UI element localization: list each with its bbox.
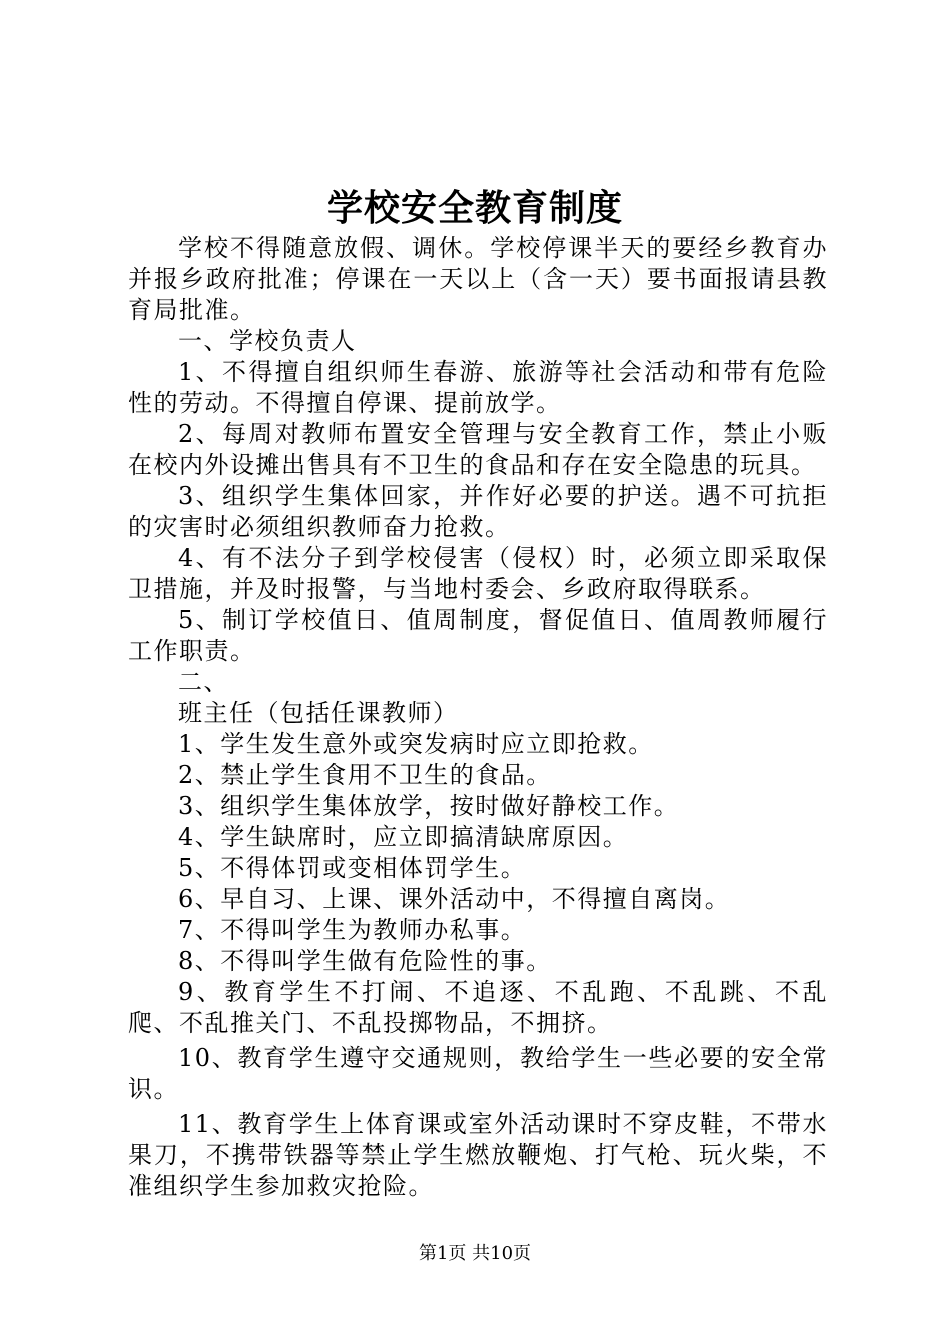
- list-item: 2、每周对教师布置安全管理与安全教育工作，禁止小贩在校内外设摊出售具有不卫生的食品和存在安全隐患的玩具。: [128, 420, 828, 479]
- list-item: 10、教育学生遵守交通规则，教给学生一些必要的安全常识。: [128, 1044, 828, 1103]
- list-item: 4、学生缺席时，应立即搞清缺席原因。: [178, 823, 629, 851]
- list-item: 9、教育学生不打闹、不追逐、不乱跑、不乱跳、不乱爬、不乱推关门、不乱投掷物品，不拥挤。: [128, 978, 828, 1037]
- list-item: 5、不得体罚或变相体罚学生。: [178, 854, 527, 882]
- section-heading-principal: 一、学校负责人: [178, 327, 357, 355]
- list-item: 5、制订学校值日、值周制度，督促值日、值周教师履行工作职责。: [128, 606, 828, 665]
- page-title: 学校安全教育制度: [326, 187, 623, 229]
- page-footer: 第1页 共10页: [418, 1243, 532, 1264]
- list-item: 6、早自习、上课、课外活动中，不得擅自离岗。: [178, 885, 731, 913]
- section-heading-teacher: 班主任（包括任课教师）: [178, 699, 459, 727]
- list-item: 4、有不法分子到学校侵害（侵权）时，必须立即采取保卫措施，并及时报警，与当地村委会、乡政府取得联系。: [128, 544, 828, 603]
- list-item: 1、不得擅自组织师生春游、旅游等社会活动和带有危险性的劳动。不得擅自停课、提前放学。: [128, 358, 828, 417]
- list-item: 8、不得叫学生做有危险性的事。: [178, 947, 552, 975]
- document-body: [128, 233, 828, 1202]
- section-number: 二、: [178, 668, 229, 696]
- list-item: 7、不得叫学生为教师办私事。: [178, 916, 527, 944]
- list-item: 11、教育学生上体育课或室外活动课时不穿皮鞋，不带水果刀，不携带铁器等禁止学生燃放鞭炮、打气枪、玩火柴，不准组织学生参加救灾抢险。: [128, 1110, 828, 1200]
- list-item: 2、禁止学生食用不卫生的食品。: [178, 761, 552, 789]
- list-item: 3、组织学生集体放学，按时做好静校工作。: [178, 792, 680, 820]
- list-item: 3、组织学生集体回家，并作好必要的护送。遇不可抗拒的灾害时必须组织教师奋力抢救。: [128, 482, 828, 541]
- paragraph-intro: 学校不得随意放假、调休。学校停课半天的要经乡教育办并报乡政府批准；停课在一天以上（含一天）要书面报请县教育局批准。: [128, 234, 828, 324]
- list-item: 1、学生发生意外或突发病时应立即抢救。: [178, 730, 654, 758]
